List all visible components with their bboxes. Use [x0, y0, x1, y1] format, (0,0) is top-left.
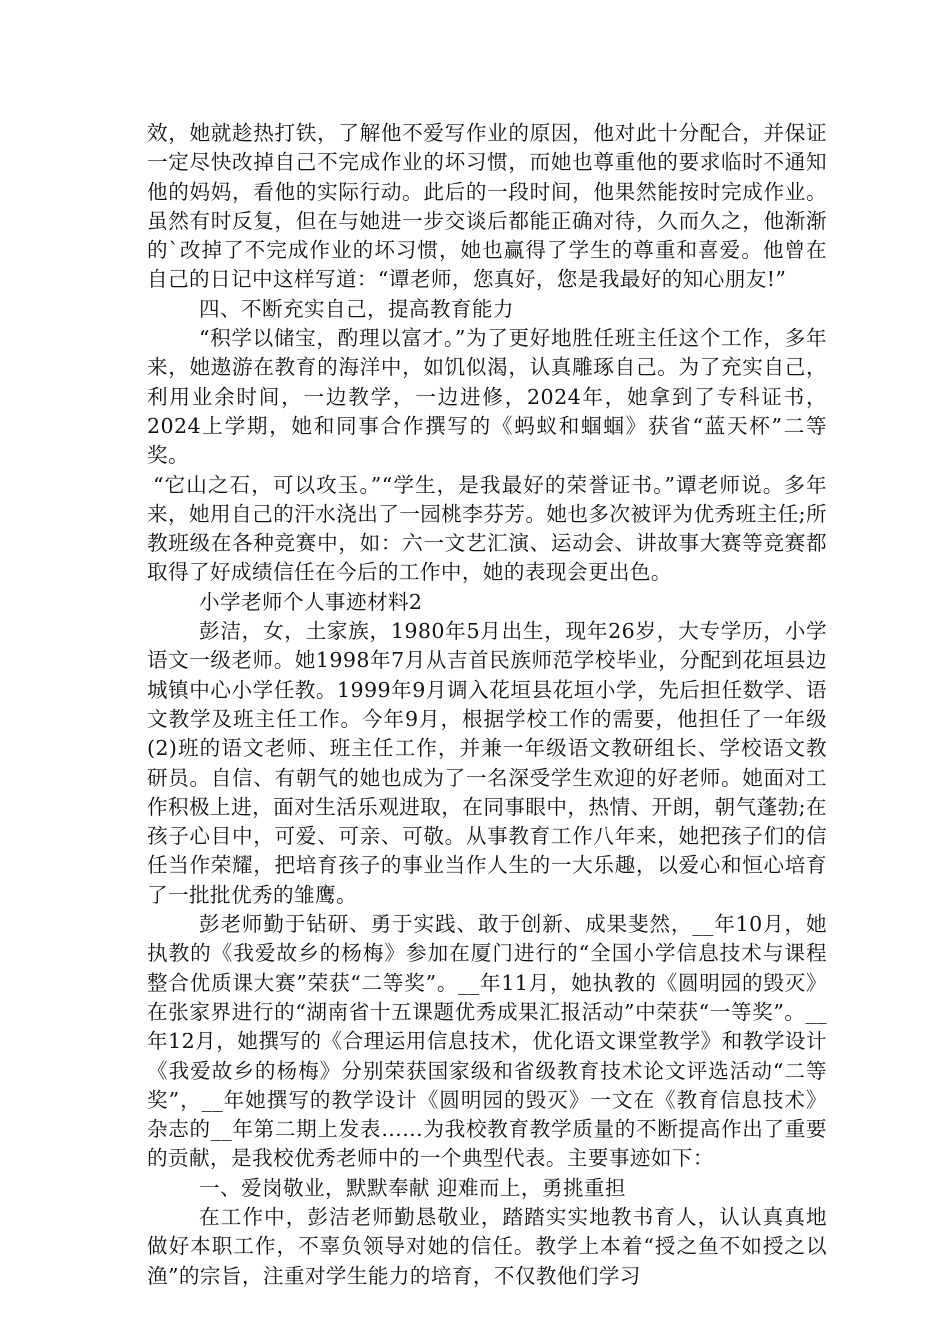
document-body [147, 119, 827, 1291]
body-paragraph: 彭老师勤于钻研、勇于实践、敢于创新、成果斐然，__年10月，她执教的《我爱故乡的杨梅》参加在厦门进行的“全国小学信息技术与课程整合优质课大赛”荣获“二等奖”。__年11月，她执教的《圆明园的毁灭》在张家界进行的“湖南省十五课题优秀成果汇报活动”中荣获“一等奖”。__年12月，她撰写的《合理运用信息技术，优化语文课堂教学》和教学设计《我爱故乡的杨梅》分别荣获国家级和省级教育技术论文评选活动“二等奖”，__年她撰写的教学设计《圆明园的毁灭》一文在《教育信息技术》杂志的__年第二期上发表……为我校教育教学质量的不断提高作出了重要的贡献，是我校优秀老师中的一个典型代表。主要事迹如下： [147, 912, 827, 1171]
body-paragraph: “它山之石，可以攻玉。”“学生，是我最好的荣誉证书。”谭老师说。多年来，她用自己的汗水浇出了一园桃李芬芳。她也多次被评为优秀班主任;所教班级在各种竞赛中，如：六一文艺汇演、运动会、讲故事大赛等竞赛都取得了好成绩信任在今后的工作中，她的表现会更出色。 [147, 472, 827, 585]
body-paragraph: 在工作中，彭洁老师勤恳敬业，踏踏实实地教书育人，认认真真地做好本职工作，不辜负领导对她的信任。教学上本着“授之鱼不如授之以渔”的宗旨，注重对学生能力的培育，不仅教他们学习 [147, 1204, 827, 1288]
body-paragraph: 彭洁，女，土家族，1980年5月出生，现年26岁，大专学历，小学语文一级老师。她1998年7月从吉首民族师范学校毕业，分配到花垣县边城镇中心小学任教。1999年9月调入花垣县花垣小学，先后担任数学、语文教学及班主任工作。今年9月，根据学校工作的需要，他担任了一年级(2)班的语文老师、班主任工作，并兼一年级语文教研组长、学校语文教研员。自信、有朝气的她也成为了一名深受学生欢迎的好老师。她面对工作积极上进，面对生活乐观进取，在同事眼中，热情、开朗，朝气蓬勃;在孩子心目中，可爱、可亲、可敬。从事教育工作八年来，她把孩子们的信任当作荣耀，把培育孩子的事业当作人生的一大乐趣，以爱心和恒心培育了一批批优秀的雏鹰。 [147, 619, 827, 907]
section-heading: 一、爱岗敬业，默默奉献 迎难而上，勇挑重担 [199, 1175, 626, 1200]
document-title: 小学老师个人事迹材料2 [199, 589, 423, 614]
body-paragraph: “积学以储宝，酌理以富才。”为了更好地胜任班主任这个工作，多年来，她遨游在教育的海洋中，如饥似渴，认真雕琢自己。为了充实自己，利用业余时间，一边教学，一边进修，2024年，她拿到了专科证书，2024上学期，她和同事合作撰写的《蚂蚁和蝈蝈》获省“蓝天杯”二等奖。 [147, 326, 827, 468]
body-paragraph: 效，她就趁热打铁，了解他不爱写作业的原因，他对此十分配合，并保证一定尽快改掉自己不完成作业的坏习惯，而她也尊重他的要求临时不通知他的妈妈，看他的实际行动。此后的一段时间，他果然能按时完成作业。虽然有时反复，但在与她进一步交谈后都能正确对待，久而久之，他渐渐的`改掉了不完成作业的坏习惯，她也赢得了学生的尊重和喜爱。他曾在自己的日记中这样写道：“谭老师，您真好，您是我最好的知心朋友!” [147, 121, 827, 292]
section-heading: 四、不断充实自己，提高教育能力 [199, 296, 514, 321]
